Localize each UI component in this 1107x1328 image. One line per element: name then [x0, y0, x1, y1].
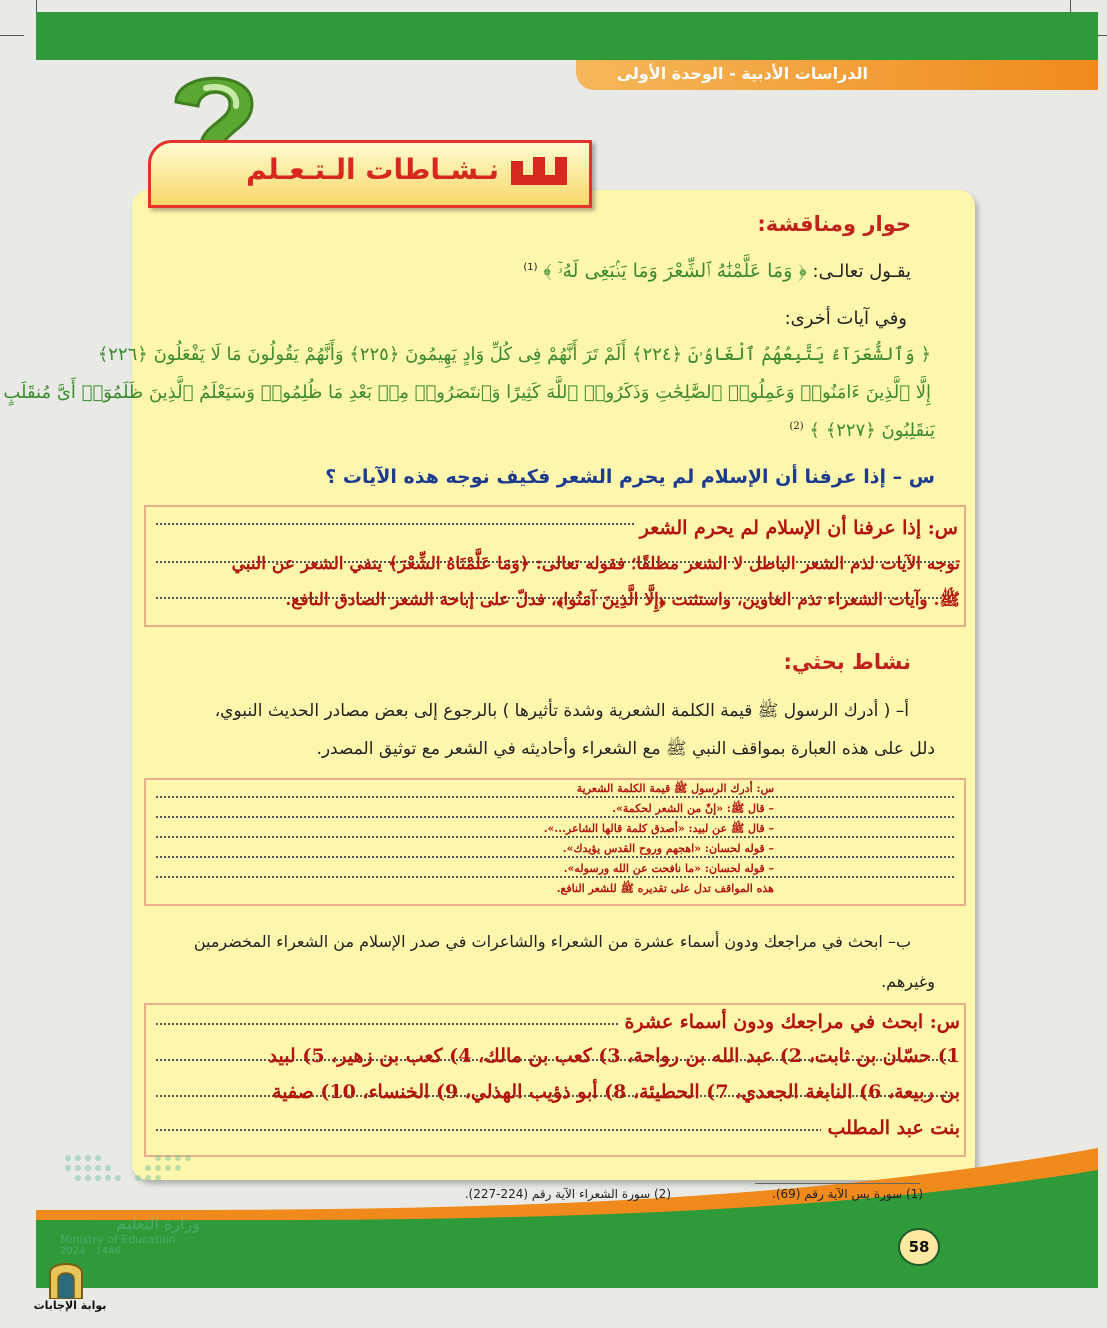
brand-label: بوابة الإجابات: [33, 1299, 107, 1312]
answer-1-line1: توجه الآيات لذم الشعر الباطل لا الشعر مطلقًا؛ فقوله تعالى: ﴿وَمَا عَلَّمْنَاهُ الشِّعْرَ﴾ ينفي الشعر عن النبي: [231, 554, 960, 574]
answer-box-3: [144, 1003, 966, 1157]
footnote-divider: [755, 1183, 920, 1184]
research-a-line2: دلل على هذه العبارة بمواقف النبي ﷺ مع الشعراء وأحاديثه في الشعر مع توثيق المصدر.: [316, 739, 935, 759]
dotted-line: [156, 876, 954, 878]
top-band: [36, 12, 1098, 60]
footnote-2: (2) سورة الشعراء الآية رقم (224-227).: [464, 1187, 671, 1201]
dialogue-question: س – إذا عرفنا أن الإسلام لم يحرم الشعر فكيف نوجه هذه الآيات ؟: [325, 466, 935, 488]
ministry-watermark: [60, 1150, 200, 1257]
ministry-logo-icon: [60, 1150, 200, 1210]
watermark-ar: وزارة التعليم: [116, 1214, 200, 1233]
dialogue-heading: حوار ومناقشة:: [757, 212, 911, 236]
answer-2-line: – قال ﷺ: «إنّ من الشعر لحكمة».: [612, 802, 774, 815]
answer-box-2: [144, 778, 966, 906]
dialogue-line1-prefix: يقـول تعالـى:: [812, 261, 911, 282]
page-number: 58: [898, 1228, 940, 1266]
watermark-en: Ministry of Education: [60, 1233, 177, 1246]
verse-yasin: ﴿ وَمَا عَلَّمْنَٰهُ ٱلشِّعْرَ وَمَا يَنۢبَغِى لَهُۥٓ ﴾: [543, 260, 807, 282]
dotted-line: [156, 796, 954, 798]
verse-line-2: إِلَّا ٱلَّذِينَ ءَامَنُوا۟ وَعَمِلُوا۟ ٱلصَّٰلِحَٰتِ وَذَكَرُوا۟ ٱللَّهَ كَثِيرًا وَٱنتَصَرُوا۟ مِنۢ بَعْدِ مَا ظُلِمُوا۟ وَسَيَعْلَمُ ٱلَّذِينَ ظَلَمُوٓا۟ أَىَّ مُنقَلَبٍ: [3, 382, 931, 403]
answer-2-line: – قوله لحسان: «ما نافحت عن الله ورسوله».: [563, 862, 774, 875]
brand-logo: [30, 1255, 110, 1325]
dotted-line: [156, 856, 954, 858]
answer-1-question: س: إذا عرفنا أن الإسلام لم يحرم الشعر: [634, 517, 958, 539]
research-a-line1: أ– ( أدرك الرسول ﷺ قيمة الكلمة الشعرية وشدة تأثيرها ) بالرجوع إلى بعض مصادر الحديث النبوي،: [214, 701, 909, 721]
crop-mark: [1070, 0, 1071, 12]
research-b-line2: وغيرهم.: [881, 972, 935, 991]
answer-2-line: – قوله لحسان: «اهجهم وروح القدس يؤيدك».: [562, 842, 774, 855]
answer-3-line3: بنت عبد المطلب: [821, 1117, 960, 1139]
section-title-tab: [148, 140, 592, 208]
swoosh-icon: [507, 151, 577, 195]
verse-line-3: [790, 420, 936, 441]
mosque-icon: [46, 1255, 86, 1299]
answer-box-1: [144, 505, 966, 627]
dotted-line: [156, 816, 954, 818]
answer-2-line: هذه المواقف تدل على تقديره ﷺ للشعر النافع.: [556, 882, 774, 895]
crop-mark: [36, 0, 37, 12]
unit-title: الدراسات الأدبية - الوحدة الأولى: [616, 64, 868, 83]
research-heading: نشاط بحثي:: [783, 650, 911, 674]
answer-3-question: س: ابحث في مراجعك ودون أسماء عشرة: [618, 1011, 960, 1033]
section-title: نـشـاطات الـتـعـلم: [246, 153, 499, 186]
unit-ribbon: [576, 60, 1098, 90]
answer-3-line1: 1) حسّان بن ثابت، 2) عبد الله بن رواحة، 3) كعب بن مالك، 4) كعب بن زهير، 5) لبيد: [268, 1045, 960, 1067]
dialogue-line1: [523, 260, 911, 282]
footnote-ref-1: (1): [523, 262, 538, 273]
answer-1-line2: ﷺ. وآيات الشعراء تذم الغاوين، واستثنت ﴿إِلَّا الَّذِينَ آمَنُوا﴾، فدلّ على إباحة الشعر الصادق النافع.: [285, 590, 960, 610]
footnote-ref-2: (2): [789, 421, 804, 432]
crop-mark: [0, 35, 24, 36]
footnote-1: (1) سورة يس الآية رقم (69).: [772, 1187, 923, 1201]
answer-3-line2: بن ربيعة، 6) النابغة الجعدي، 7) الحطيئة، 8) أبو ذؤيب الهذلي، 9) الخنساء، 10) صفية: [272, 1081, 960, 1103]
answer-2-line: – قال ﷺ عن لبيد: «أصدق كلمة قالها الشاعر...».: [543, 822, 774, 835]
dialogue-line2: وفي آيات أخرى:: [784, 308, 907, 329]
verse-line-1: ﴿ وَٱلشُّعَرَآءُ يَتَّبِعُهُمُ ٱلْغَاوُۥنَ ﴿٢٢٤﴾ أَلَمْ تَرَ أَنَّهُمْ فِى كُلِّ وَادٍ يَهِيمُونَ ﴿٢٢٥﴾ وَأَنَّهُمْ يَقُولُونَ مَا لَا يَفْعَلُونَ ﴿٢٢٦﴾: [97, 344, 931, 365]
answer-2-line: س: أدرك الرسول ﷺ قيمة الكلمة الشعرية: [576, 782, 774, 795]
research-b-line1: ب– ابحث في مراجعك ودون أسماء عشرة من الشعراء والشاعرات في صدر الإسلام من الشعراء المخضرمين: [193, 932, 911, 951]
verse-line-3-text: يَنقَلِبُونَ ﴿٢٢٧﴾ ﴾: [809, 420, 935, 441]
watermark-year: 2024 - 1446: [60, 1246, 121, 1257]
